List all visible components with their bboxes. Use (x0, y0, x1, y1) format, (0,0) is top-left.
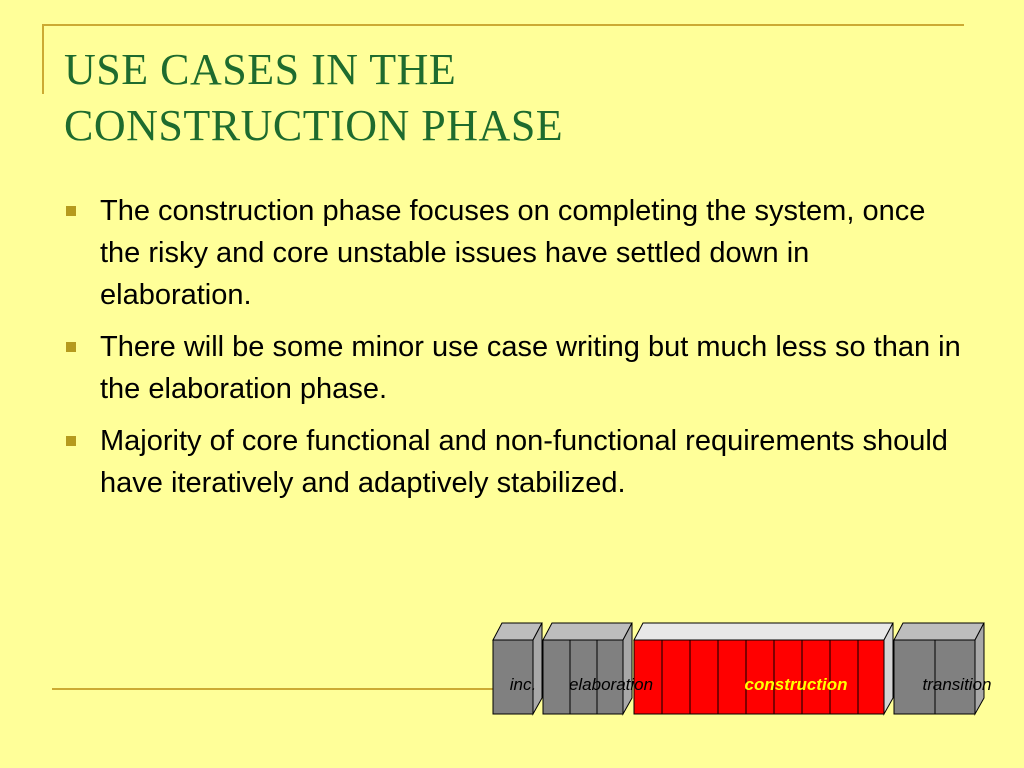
transition-phase-block (894, 623, 984, 714)
inception-label: inc. (509, 675, 537, 694)
elaboration-label: elaboration (568, 675, 654, 694)
construction-phase-block (634, 623, 893, 714)
bullet-text: There will be some minor use case writing but much less so than in the elaboration phase. (100, 331, 961, 405)
title-line-2: CONSTRUCTION PHASE (64, 101, 564, 150)
construction-label: construction (744, 675, 848, 694)
elaboration-phase-block (543, 623, 632, 714)
inception-phase-block (493, 623, 542, 714)
title-line-1: USE CASES IN THE (64, 45, 457, 94)
transition-label: transition (922, 675, 992, 694)
bullet-text: Majority of core functional and non-functional requirements should have iteratively and adaptively stabilized. (100, 425, 948, 499)
bullet-text: The construction phase focuses on completing the system, once the risky and core unstable issues have settled down in elaboration. (100, 195, 926, 311)
